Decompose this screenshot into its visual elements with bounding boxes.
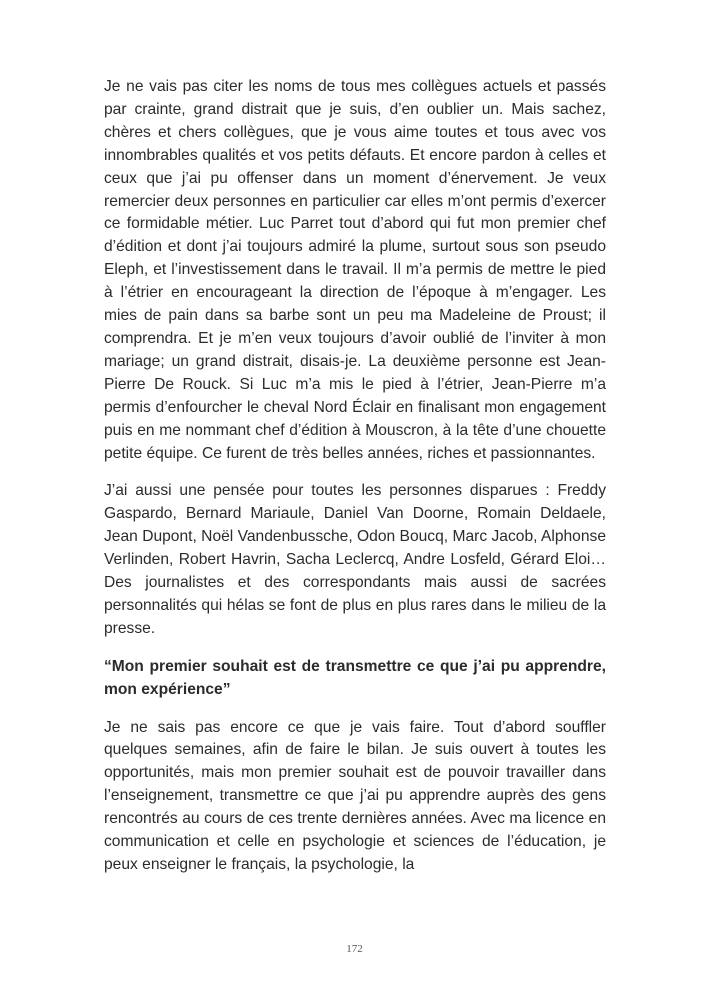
page-number: 172	[346, 943, 363, 955]
section-heading: “Mon premier souhait est de transmettre ce que j’ai pu apprendre, mon expérience”	[104, 657, 606, 698]
body-text	[104, 76, 606, 892]
paragraph-future: Je ne sais pas encore ce que je vais faire. Tout d’abord souffler quelques semaines, afin de faire le bilan. Je suis ouvert à toutes les opportunités, mais mon premier souhait est de pouvoir travailler dans l’enseignement, transmettre ce que j’ai pu apprendre auprès des gens rencontrés au cours de ces trente dernières années. Avec ma licence en communication et celle en psychologie et sciences de l’éducation, je peux enseigner le français, la psychologie, la	[104, 718, 606, 873]
paragraph-remembrance: J’ai aussi une pensée pour toutes les personnes disparues : Freddy Gaspardo, Bernard Mariaule, Daniel Van Doorne, Romain Deldaele, Jean Dupont, Noël Vandenbussche, Odon Boucq, Marc Jacob, Alphonse Verlinden, Robert Havrin, Sacha Leclercq, Andre Losfeld, Gérard Eloi… Des journalistes et des correspondants mais aussi de sacrées personnalités qui hélas se font de plus en plus rares dans le milieu de la presse.	[104, 482, 606, 637]
paragraph-colleagues: Je ne vais pas citer les noms de tous mes collègues actuels et passés par crainte, grand distrait que je suis, d’en oublier un. Mais sachez, chères et chers collègues, que je vous aime toutes et tous avec vos innombrables qualités et vos petits défauts. Et encore pardon à celles et ceux que j’ai pu offenser dans un moment d’énervement. Je veux remercier deux personnes en particulier car elles m’ont permis d’exercer ce formidable métier. Luc Parret tout d’abord qui fut mon premier chef d’édition et dont j’ai toujours admiré la plume, surtout sous son pseudo Eleph, et l’investissement dans le travail. Il m’a permis de mettre le pied à l’étrier en encourageant la direction de l’époque à m’engager. Les mies de pain dans sa barbe sont un peu ma Madeleine de Proust; il comprendra. Et je m’en veux toujours d’avoir oublié de l’inviter à mon mariage; un grand distrait, disais-je. La deuxième personne est Jean-Pierre De Rouck. Si Luc m’a mis le pied à l’étrier, Jean-Pierre m’a permis d’enfourcher le cheval Nord Éclair en finalisant mon engagement puis en me nommant chef d’édition à Mouscron, à la tête d’une chouette petite équipe. Ce furent de très belles années, riches et passionnantes.	[104, 78, 606, 462]
